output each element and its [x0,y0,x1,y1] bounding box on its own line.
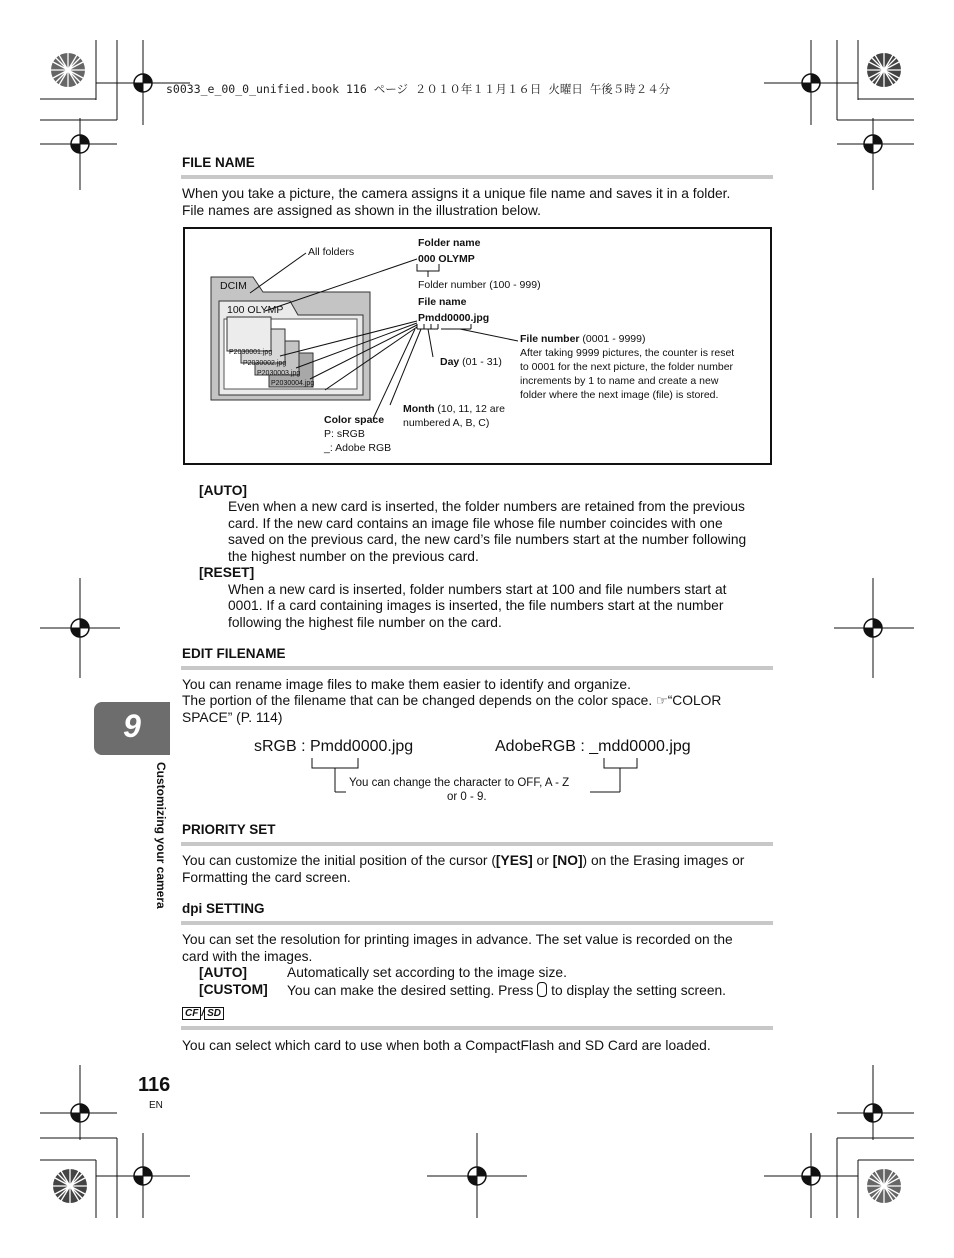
file-number-range: (0001 - 9999) [579,333,646,345]
reset-label: [RESET] [199,565,255,580]
auto-text-2: card. If the new card contains an image file whose file number coincides with one [228,516,723,531]
section-title-edit-filename: EDIT FILENAME [182,646,286,661]
file-number-desc-1: After taking 9999 pictures, the counter is reset [520,347,735,359]
dpi-custom-label: [CUSTOM] [199,982,268,997]
priority-set-text-2: Formatting the card screen. [182,870,351,885]
dpi-auto-text: Automatically set according to the image size. [287,965,567,980]
book-header: s0033_e_00_0_unified.book 116 ページ ２０１０年１１月１６日 火曜日 午後５時２４分 [166,82,671,96]
language-code: EN [149,1100,163,1111]
section-title-priority-set: PRIORITY SET [182,822,276,837]
dpi-text-1: You can set the resolution for printing images in advance. The set value is recorded on the [182,932,733,947]
section-title-file-name: FILE NAME [182,155,255,170]
reset-text-3: following the highest file number on the card. [228,615,502,630]
section-title-dpi-setting: dpi SETTING [182,901,265,916]
dpi-custom-text-a: You can make the desired setting. Press [287,983,534,998]
file-thumb-4: P2030004.jpg [271,380,315,387]
label-color-space-p: P: sRGB [324,428,365,440]
chapter-title-vertical: Customizing your camera [154,762,168,909]
srgb-example: sRGB : Pmdd0000.jpg [254,738,414,755]
priority-line-a: You can customize the initial position of the cursor ( [182,853,496,868]
folder-dcim-label: DCIM [220,280,247,292]
auto-label: [AUTO] [199,483,248,498]
reset-text-1: When a new card is inserted, folder numbers start at 100 and file numbers start at [228,582,727,597]
file-thumb-2: P2030002.jpg [243,360,287,367]
label-color-space-u: _: Adobe RGB [324,442,392,454]
file-number-desc-4: folder where the next image (file) is stored. [520,389,719,401]
edit-filename-note-2: or 0 - 9. [447,791,487,803]
edit-filename-note-1: You can change the character to OFF, A - Z [349,777,570,789]
page-number: 116 [138,1074,171,1096]
chapter-number: 9 [123,708,141,744]
month-range: (10, 11, 12 are [434,403,505,415]
file-number-desc-3: increments by 1 to name and create a new [520,375,719,387]
dpi-custom-text [287,982,726,1000]
label-folder-name: Folder name [418,237,481,249]
reset-text-2: 0001. If a card containing images is inserted, the file numbers start at the number [228,598,724,613]
cf-sd-text: You can select which card to use when both a CompactFlash and SD Card are loaded. [182,1038,711,1053]
file-name-intro-2: File names are assigned as shown in the illustration below. [182,203,541,218]
edit-filename-text-1: You can rename image files to make them easier to identify and organize. [182,677,631,692]
chapter-tab [94,702,170,755]
dpi-auto-label: [AUTO] [199,965,248,980]
section-rule [181,1026,773,1030]
cf-icon: CF [182,1007,201,1020]
label-all-folders: All folders [308,246,355,258]
adobergb-example: AdobeRGB : _mdd0000.jpg [495,738,691,755]
section-rule [181,921,773,925]
auto-text-4: the highest number on the previous card. [228,549,479,564]
file-name-intro-1: When you take a picture, the camera assigns it a unique file name and saves it in a folder. [182,186,731,201]
no-option: [NO] [552,853,583,868]
priority-set-text-1 [182,853,744,870]
label-folder-name-value: 000 OLYMP [418,253,475,265]
folder-100-label: 100 OLYMP [227,304,284,316]
label-month-note: numbered A, B, C) [403,417,490,429]
yes-option: [YES] [495,853,533,868]
ok-button-icon [537,982,547,997]
cf-sd-title: CF / SD [182,1007,224,1020]
file-thumb-3: P2030003.jpg [257,370,301,377]
section-rule [181,842,773,846]
reference-icon: ☞ [656,693,668,708]
auto-text-3: saved on the previous card, the new card’s file numbers start at the number following [228,532,747,547]
auto-text-1: Even when a new card is inserted, the folder numbers are retained from the previous [228,499,745,514]
label-file-name: File name [418,296,467,308]
day-range: (01 - 31) [459,356,502,368]
sd-icon: SD [204,1007,224,1020]
month-title: Month [403,403,435,415]
file-number-title: File number [520,333,580,345]
priority-line-b: ) on the Erasing images or [582,853,745,868]
label-color-space: Color space [324,414,385,426]
dpi-text-2: card with the images. [182,949,313,964]
day-title: Day [440,356,460,368]
edit-filename-text-3: SPACE” (P. 114) [182,710,283,725]
dpi-custom-text-b: to display the setting screen. [551,983,727,998]
or-word: or [532,853,553,868]
reference-link[interactable]: “COLOR [667,693,722,708]
file-thumb-1: P2030001.jpg [229,349,273,356]
label-file-name-value: Pmdd0000.jpg [418,312,490,324]
edit-filename-line-2: The portion of the filename that can be changed depends on the color space. [182,693,653,708]
file-number-desc-2: to 0001 for the next picture, the folder number [520,361,734,373]
label-folder-number: Folder number (100 - 999) [418,279,541,291]
